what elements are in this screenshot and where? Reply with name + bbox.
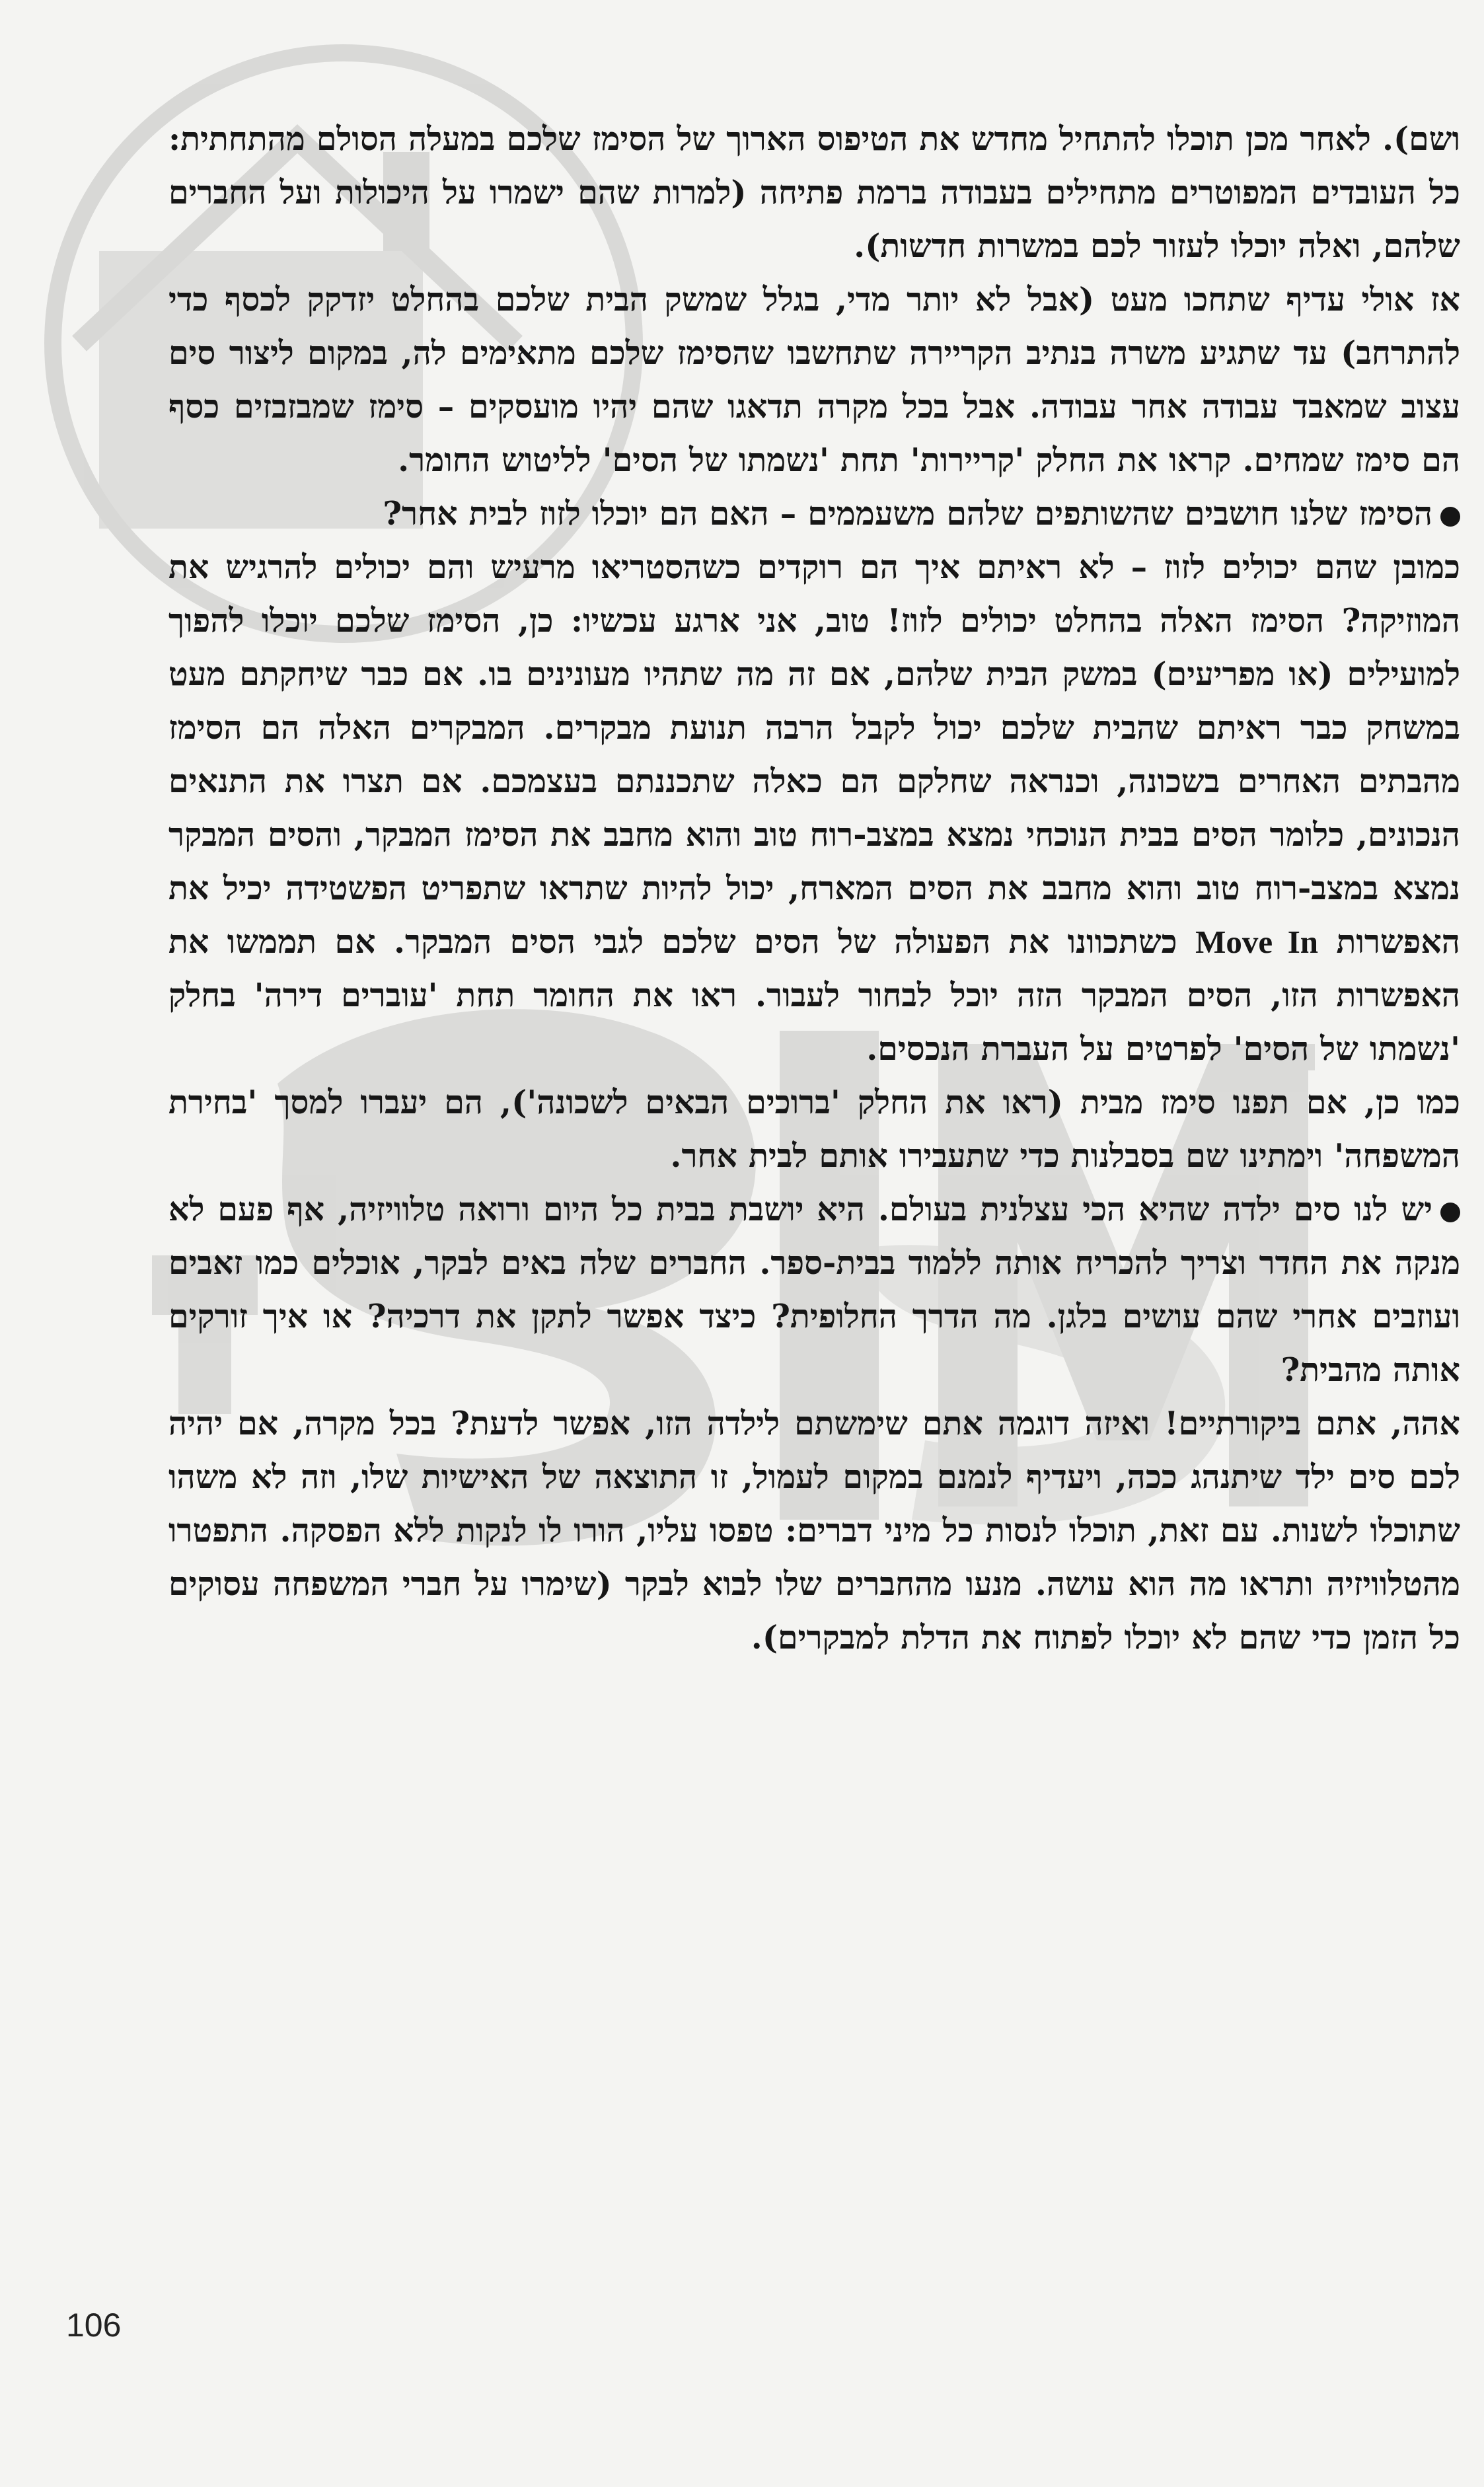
paragraph: אז אולי עדיף שתחכו מעט (אבל לא יותר מדי, בגלל שמשק הבית שלכם בהחלט יזדקק לכסף כדי להתרחב) עד שתגיע משרה בנתיב הקריירה שתחשבו שהסימז שלכם מתאימים לה, במקום ליצור סים עצוב שמאבד עבודה אחר עבודה. אבל בכל מקרה תדאגו שהם יהיו מועסקים – סימז שמבזבזים כסף הם סימז שמחים. קראו את החלק 'קריירות' תחת 'נשמתו של הסים' לליטוש החומר. bbox=[168, 280, 1460, 479]
body-text bbox=[168, 112, 1460, 1664]
bullet-question-text: הסימז שלנו חושבים שהשותפים שלהם משעממים – האם הם יוכלו לזוז לבית אחר? bbox=[383, 494, 1432, 533]
bullet-paragraph bbox=[168, 1183, 1460, 1397]
paragraph bbox=[168, 540, 1460, 1076]
paragraph: ושם). לאחר מכן תוכלו להתחיל מחדש את הטיפוס הארוך של הסימז שלכם במעלה הסולם מהתחתית: כל העובדים המפוטרים מתחילים בעבודה ברמת פתיחה (למרות שהם ישמרו על היכולות ועל החברים שלהם, ואלה יוכלו לעזור לכם במשרות חדשות). bbox=[168, 120, 1460, 265]
move-in-option-label: Move In bbox=[1195, 924, 1319, 960]
bullet-question-text: יש לנו סים ילדה שהיא הכי עצלנית בעולם. היא יושבת בבית כל היום ורואה טלוויזיה, אף פעם לא מנקה את החדר וצריך להכריח אותה ללמוד בבית-ספר. החברים שלה באים לבקר, אוכלים כמו זאבים ועוזבים אחרי שהם עושים בלגן. מה הדרך החלופית? כיצד אפשר לתקן את דרכיה? או איך זורקים אותה מהבית? bbox=[168, 1190, 1460, 1389]
paragraph-text-after: כשתכוונו את הפעולה של הסים שלכם לגבי הסים המבקר. אם תממשו את האפשרות הזו, הסים המבקר הזה יוכל לבחור לעבור. ראו את החומר תחת 'עוברים דירה' בחלק 'נשמתו של הסים' לפרטים על העברת הנכסים. bbox=[168, 922, 1460, 1068]
bullet-icon bbox=[1440, 1203, 1460, 1222]
paragraph: כמו כן, אם תפנו סימז מבית (ראו את החלק 'ברוכים הבאים לשכונה'), הם יעברו למסך 'בחירת המשפחה' וימתינו שם בסבלנות כדי שתעבירו אותם לבית אחר. bbox=[168, 1083, 1460, 1175]
paragraph: אהה, אתם ביקורתיים! ואיזה דוגמה אתם שימשתם לילדה הזו, אפשר לדעת? בכל מקרה, אם יהיה לכם סים ילד שיתנהג ככה, ויעדיף לנמנם במקום לעמול, זו התוצאה של האישיות שלו, וזה לא משהו שתוכלו לשנות. עם זאת, תוכלו לנסות כל מיני דברים: טפסו עליו, הורו לו לנקות ללא הפסקה. התפטרו מהטלוויזיה ותראו מה הוא עושה. מנעו מהחברים שלו לבוא לבקר (שימרו על חברי המשפחה עסוקים כל הזמן כדי שהם לא יוכלו לפתוח את הדלת למבקרים). bbox=[168, 1404, 1460, 1656]
paragraph-text-before: כמובן שהם יכולים לזוז – לא ראיתם איך הם רוקדים כשהסטריאו מרעיש והם יכולים להרגיש את המוזיקה? הסימז האלה בהחלט יכולים לזוז! טוב, אני ארגע עכשיו: כן, הסימז שלכם יוכלו להפוך למועילים (או מפריעים) במשק הבית שלהם, אם זה מה שתהיו מעונינים בו. אם כבר שיחקתם מעט במשחק כבר ראיתם שהבית שלכם יכול לקבל הרבה תנועת מבקרים. המבקרים האלה הם הסימז מהבתים האחרים בשכונה, וכנראה שחלקם הם כאלה שתכננתם בעצמכם. אם תצרו את התנאים הנכונים, כלומר הסים בבית הנוכחי נמצא במצב-רוח טוב והוא מחבב את הסימז המבקר, והסים המבקר נמצא במצב-רוח טוב והוא מחבב את הסים המארח, יכול להיות שתראו שתפריט הפשטידה יכיל את האפשרות bbox=[168, 548, 1460, 961]
bullet-paragraph bbox=[168, 487, 1460, 540]
page-number: 106 bbox=[66, 2307, 122, 2344]
bullet-icon bbox=[1440, 507, 1460, 527]
